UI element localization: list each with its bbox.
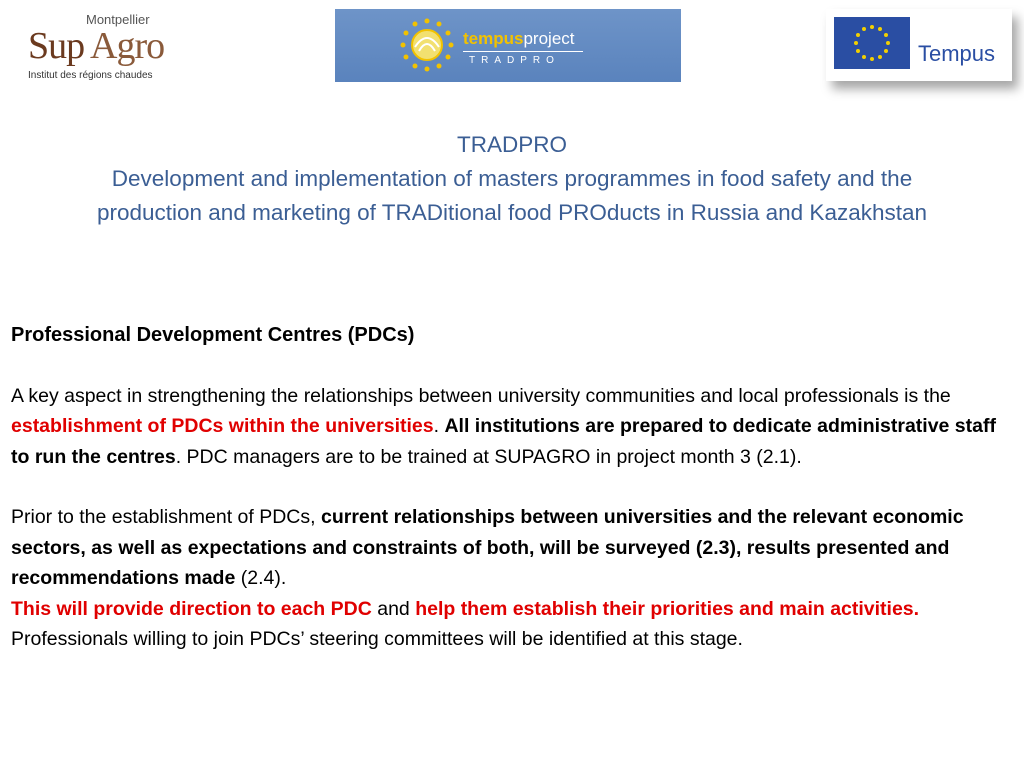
p1-emphasis-bold: All institutions are prepared to dedicate administrative staff to run the centres (11, 415, 996, 468)
tempusproject-rule (463, 51, 583, 52)
paragraph-3 (11, 594, 1016, 655)
p3-emphasis-red-2: help them establish their priorities and main activities. (415, 597, 920, 620)
tempusproject-logo (335, 9, 681, 82)
eu-flag-icon (834, 17, 910, 69)
eu-tempus-logo (826, 9, 1012, 81)
eu-tempus-name: Tempus (918, 41, 996, 66)
supagro-logo-montpellier: Montpellier (86, 12, 150, 27)
p1-text-3: . PDC managers are to be trained at SUPAGRO in project month 3 (2.1). (175, 445, 802, 468)
p1-text-1: A key aspect in strengthening the relationships between university communities and local professionals is the (11, 384, 951, 407)
section-heading: Professional Development Centres (PDCs) (11, 324, 415, 346)
supagro-logo-subtitle: Institut des régions chaudes (28, 70, 153, 81)
main-content (11, 320, 1016, 655)
supagro-logo (24, 10, 174, 85)
title-line-2: Development and implementation of masters programmes in food safety and the (111, 166, 913, 191)
paragraph-1 (11, 381, 1016, 473)
p2-emphasis-bold: current relationships between universities and the relevant economic sectors, as well as expectations and constraints of both, will be surveyed (2.3), results presented and recommendations made (11, 506, 964, 589)
supagro-logo-sup: Sup (28, 25, 85, 67)
title-block (20, 128, 1004, 230)
p3-text-2: Professionals willing to join PDCs’ steering committees will be identified at this stage. (11, 628, 743, 650)
p1-emphasis-red: establishment of PDCs within the universities (11, 415, 434, 437)
paragraph-gap (11, 472, 1016, 502)
supagro-logo-agro: Agro (90, 25, 165, 67)
p3-text-1: and (371, 597, 416, 620)
p3-emphasis-red-1: This will provide direction to each PDC (11, 597, 372, 620)
paragraph-2 (11, 502, 1016, 594)
tempusproject-tradpro: TRADPRO (469, 55, 560, 66)
p2-text-2: (2.4). (235, 567, 287, 589)
tempusproject-wordmark: tempusproject (463, 29, 575, 48)
p2-text-1: Prior to the establishment of PDCs, (11, 506, 321, 528)
title-line-3: production and marketing of TRADitional food PROducts in Russia and Kazakhstan (96, 200, 928, 225)
p1-text-2: . (433, 415, 445, 437)
title-line-tradpro: TRADPRO (456, 132, 567, 157)
stars-emblem-icon (397, 15, 457, 75)
